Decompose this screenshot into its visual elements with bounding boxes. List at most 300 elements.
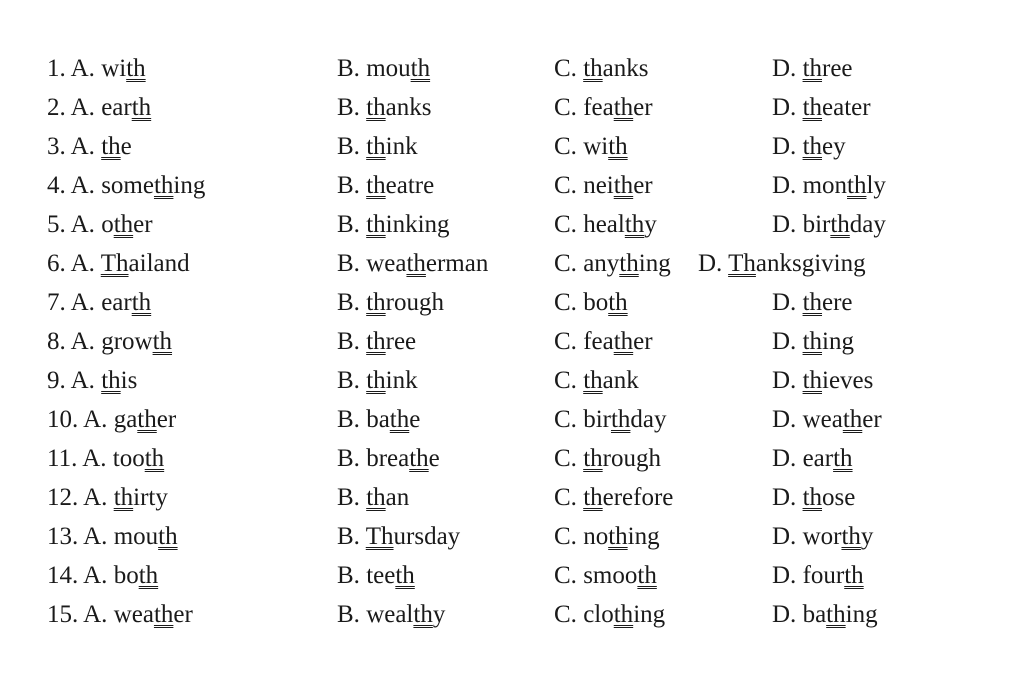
option-letter: B.: [337, 289, 360, 316]
word-part: ba: [366, 406, 390, 433]
option-letter: D.: [772, 367, 797, 394]
option-word: [728, 250, 866, 277]
word-part: ink: [385, 367, 418, 394]
option-letter: A.: [70, 172, 95, 199]
option-word: [803, 562, 864, 589]
word-part: er: [156, 406, 177, 433]
word-part: ree: [385, 328, 417, 355]
underlined-letters: th: [613, 328, 634, 355]
word-part: smoo: [583, 562, 638, 589]
option-word: [583, 406, 666, 433]
option-word: [583, 211, 657, 238]
option-d: [772, 400, 882, 439]
underlined-letters: th: [833, 445, 853, 472]
word-part: er: [633, 172, 653, 199]
option-a: [47, 283, 151, 322]
word-part: ailand: [128, 250, 190, 277]
underlined-letters: th: [610, 406, 631, 433]
underlined-letters: th: [395, 562, 415, 589]
option-letter: B.: [337, 328, 360, 355]
word-part: inking: [385, 211, 450, 238]
word-part: day: [630, 406, 667, 433]
underlined-letters: th: [153, 601, 174, 628]
option-letter: A.: [83, 562, 108, 589]
option-b: [337, 556, 415, 595]
underlined-letters: th: [844, 562, 864, 589]
option-word: [366, 211, 449, 238]
word-part: y: [432, 601, 446, 628]
option-word: [113, 445, 164, 472]
option-c: [554, 283, 628, 322]
option-word: [366, 523, 460, 550]
word-part: er: [173, 601, 193, 628]
underlined-letters: th: [802, 55, 823, 82]
option-word: [583, 367, 639, 394]
underlined-letters: th: [389, 406, 410, 433]
question-row: [0, 244, 1024, 283]
option-d: [772, 361, 873, 400]
option-d: [772, 556, 864, 595]
option-word: [583, 172, 652, 199]
question-row: [0, 322, 1024, 361]
underlined-letters: th: [126, 55, 146, 82]
option-d: [772, 595, 878, 634]
word-part: fea: [583, 328, 614, 355]
word-part: ear: [101, 289, 132, 316]
underlined-letters: th: [131, 289, 152, 316]
option-a: [47, 517, 178, 556]
option-letter: B.: [337, 367, 360, 394]
word-part: ing: [822, 328, 854, 355]
option-c: [554, 205, 657, 244]
word-part: mon: [802, 172, 848, 199]
option-word: [803, 94, 871, 121]
option-word: [114, 484, 168, 511]
word-part: erefore: [602, 484, 674, 511]
underlined-letters: th: [101, 133, 121, 160]
underlined-letters: th: [366, 94, 386, 121]
question-number: 6.: [47, 250, 66, 277]
word-part: anks: [385, 94, 432, 121]
question-row: [0, 166, 1024, 205]
option-letter: A.: [70, 211, 95, 238]
option-letter: D.: [772, 94, 797, 121]
option-letter: D.: [772, 55, 797, 82]
option-a: [47, 322, 172, 361]
option-word: [366, 55, 430, 82]
option-a: [47, 205, 153, 244]
option-d: [772, 166, 886, 205]
option-word: [101, 133, 132, 160]
word-part: bo: [583, 289, 609, 316]
underlined-letters: Th: [365, 523, 394, 550]
option-d: [772, 517, 873, 556]
option-letter: B.: [337, 484, 360, 511]
option-letter: C.: [554, 367, 577, 394]
word-part: erman: [425, 250, 489, 277]
question-number: 5.: [47, 211, 66, 238]
underlined-letters: th: [366, 367, 386, 394]
option-word: [803, 289, 853, 316]
word-part: bo: [113, 562, 139, 589]
option-word: [366, 367, 417, 394]
word-part: too: [112, 445, 145, 472]
option-c: [554, 166, 653, 205]
word-part: an: [385, 484, 410, 511]
underlined-letters: th: [624, 211, 645, 238]
option-c: [554, 322, 653, 361]
option-b: [337, 400, 420, 439]
option-letter: A.: [83, 523, 108, 550]
underlined-letters: th: [144, 445, 165, 472]
question-row: [0, 283, 1024, 322]
option-word: [366, 562, 415, 589]
option-word: [366, 328, 416, 355]
option-c: [554, 595, 665, 634]
underlined-letters: th: [137, 406, 157, 433]
option-word: [583, 601, 665, 628]
underlined-letters: th: [613, 172, 634, 199]
option-c: [554, 400, 667, 439]
option-word: [803, 211, 886, 238]
word-part: nei: [583, 172, 614, 199]
option-word: [101, 94, 151, 121]
word-part: ank: [602, 367, 639, 394]
option-word: [101, 367, 137, 394]
word-part: ey: [822, 133, 846, 160]
question-number: 4.: [47, 172, 66, 199]
underlined-letters: th: [153, 172, 174, 199]
question-row: [0, 127, 1024, 166]
word-part: ree: [822, 55, 853, 82]
option-letter: A.: [70, 328, 95, 355]
underlined-letters: th: [101, 367, 121, 394]
option-word: [114, 406, 176, 433]
word-part: wea: [802, 406, 843, 433]
underlined-letters: th: [138, 562, 159, 589]
option-letter: A.: [70, 289, 95, 316]
question-row: [0, 361, 1024, 400]
word-part: ere: [822, 289, 853, 316]
underlined-letters: th: [842, 406, 863, 433]
word-part: ing: [173, 172, 206, 199]
question-row: [0, 439, 1024, 478]
option-word: [101, 250, 190, 277]
option-a: [47, 244, 190, 283]
underlined-letters: th: [802, 94, 823, 121]
option-a: [47, 49, 146, 88]
underlined-letters: th: [841, 523, 861, 550]
option-b: [337, 49, 430, 88]
underlined-letters: th: [583, 55, 603, 82]
option-b: [337, 322, 416, 361]
option-letter: C.: [554, 289, 577, 316]
option-letter: C.: [554, 211, 577, 238]
underlined-letters: th: [613, 601, 634, 628]
option-letter: D.: [698, 250, 723, 277]
word-part: e: [120, 133, 132, 160]
option-word: [101, 211, 152, 238]
option-letter: C.: [554, 250, 577, 277]
option-word: [114, 601, 193, 628]
option-word: [803, 328, 854, 355]
option-letter: C.: [554, 328, 577, 355]
option-word: [114, 523, 178, 550]
option-c: [554, 49, 648, 88]
option-d: [772, 205, 886, 244]
option-word: [583, 562, 657, 589]
option-d: [698, 244, 866, 283]
option-word: [101, 55, 145, 82]
question-number: 2.: [47, 94, 66, 121]
question-row: [0, 478, 1024, 517]
option-word: [803, 484, 856, 511]
word-part: some: [101, 172, 154, 199]
question-row: [0, 400, 1024, 439]
word-part: fea: [583, 94, 614, 121]
option-letter: C.: [554, 484, 577, 511]
option-word: [366, 445, 440, 472]
underlined-letters: th: [409, 445, 429, 472]
option-letter: C.: [554, 445, 577, 472]
option-a: [47, 400, 176, 439]
option-letter: B.: [337, 562, 360, 589]
underlined-letters: th: [366, 328, 386, 355]
option-word: [366, 94, 431, 121]
option-letter: A.: [82, 445, 107, 472]
option-letter: B.: [337, 55, 360, 82]
word-part: mou: [113, 523, 159, 550]
option-letter: B.: [337, 250, 360, 277]
question-row: [0, 556, 1024, 595]
underlined-letters: th: [113, 484, 134, 511]
option-word: [803, 601, 878, 628]
option-word: [366, 250, 488, 277]
option-letter: C.: [554, 601, 577, 628]
word-part: bir: [583, 406, 611, 433]
underlined-letters: th: [413, 601, 433, 628]
option-letter: B.: [337, 406, 360, 433]
underlined-letters: th: [613, 94, 634, 121]
option-letter: B.: [337, 172, 360, 199]
word-part: is: [120, 367, 138, 394]
underlined-letters: th: [366, 211, 386, 238]
option-letter: A.: [83, 406, 108, 433]
option-letter: C.: [554, 133, 577, 160]
option-a: [47, 595, 193, 634]
question-row: [0, 595, 1024, 634]
option-d: [772, 439, 853, 478]
word-part: e: [428, 445, 440, 472]
underlined-letters: Th: [728, 250, 756, 277]
option-word: [583, 250, 671, 277]
option-letter: C.: [554, 523, 577, 550]
option-a: [47, 127, 132, 166]
underlined-letters: th: [410, 55, 431, 82]
option-word: [803, 172, 886, 199]
option-letter: D.: [772, 562, 797, 589]
option-word: [366, 172, 434, 199]
question-number: 10.: [47, 406, 79, 433]
question-number: 7.: [47, 289, 66, 316]
option-b: [337, 244, 488, 283]
option-letter: A.: [70, 133, 95, 160]
underlined-letters: th: [847, 172, 867, 199]
option-word: [583, 133, 627, 160]
underlined-letters: th: [826, 601, 846, 628]
word-part: rough: [602, 445, 661, 472]
word-part: anks: [602, 55, 649, 82]
option-b: [337, 478, 409, 517]
option-d: [772, 88, 871, 127]
option-a: [47, 556, 158, 595]
question-number: 12.: [47, 484, 79, 511]
word-part: heal: [583, 211, 625, 238]
option-word: [583, 94, 652, 121]
underlined-letters: th: [802, 289, 823, 316]
option-a: [47, 361, 137, 400]
word-part: y: [644, 211, 657, 238]
question-number: 3.: [47, 133, 66, 160]
underlined-letters: th: [802, 367, 823, 394]
question-number: 8.: [47, 328, 66, 355]
option-b: [337, 439, 440, 478]
option-word: [583, 55, 648, 82]
underlined-letters: th: [583, 484, 603, 511]
word-part: wor: [802, 523, 842, 550]
option-d: [772, 49, 853, 88]
option-word: [366, 601, 445, 628]
underlined-letters: th: [619, 250, 639, 277]
underlined-letters: th: [131, 94, 152, 121]
word-part: ear: [802, 445, 834, 472]
option-word: [366, 133, 417, 160]
word-part: any: [583, 250, 620, 277]
word-part: ink: [385, 133, 418, 160]
word-part: grow: [101, 328, 153, 355]
option-d: [772, 283, 853, 322]
option-letter: A.: [70, 250, 95, 277]
option-letter: D.: [772, 445, 797, 472]
underlined-letters: th: [608, 523, 628, 550]
option-letter: A.: [83, 484, 108, 511]
word-part: brea: [366, 445, 410, 472]
word-part: irty: [133, 484, 168, 511]
word-part: wea: [113, 601, 154, 628]
option-a: [47, 88, 151, 127]
option-letter: D.: [772, 484, 797, 511]
option-c: [554, 478, 673, 517]
option-letter: B.: [337, 211, 360, 238]
option-letter: C.: [554, 55, 577, 82]
option-c: [554, 361, 639, 400]
option-letter: B.: [337, 445, 360, 472]
option-c: [554, 244, 671, 283]
option-letter: C.: [554, 406, 577, 433]
word-part: eater: [822, 94, 871, 121]
underlined-letters: th: [802, 328, 823, 355]
question-number: 13.: [47, 523, 79, 550]
option-b: [337, 283, 444, 322]
underlined-letters: th: [366, 133, 386, 160]
option-b: [337, 595, 445, 634]
option-letter: C.: [554, 94, 577, 121]
option-b: [337, 88, 431, 127]
word-part: ba: [802, 601, 827, 628]
word-part: wi: [583, 133, 609, 160]
underlined-letters: th: [366, 289, 386, 316]
word-part: e: [409, 406, 421, 433]
word-part: no: [583, 523, 609, 550]
question-row: [0, 49, 1024, 88]
word-part: wea: [366, 250, 407, 277]
option-a: [47, 439, 164, 478]
option-letter: A.: [70, 94, 95, 121]
word-part: ing: [638, 250, 671, 277]
underlined-letters: th: [158, 523, 178, 550]
option-word: [366, 484, 409, 511]
option-word: [803, 133, 846, 160]
option-letter: A.: [70, 55, 95, 82]
option-letter: D.: [772, 328, 797, 355]
option-word: [803, 367, 874, 394]
word-part: y: [860, 523, 874, 550]
underlined-letters: th: [802, 484, 823, 511]
option-letter: C.: [554, 562, 577, 589]
word-part: er: [862, 406, 882, 433]
question-number: 14.: [47, 562, 79, 589]
question-number: 9.: [47, 367, 66, 394]
option-letter: B.: [337, 523, 360, 550]
word-part: bir: [802, 211, 831, 238]
option-word: [803, 55, 853, 82]
option-word: [583, 445, 661, 472]
word-part: anksgiving: [755, 250, 866, 277]
option-letter: D.: [772, 289, 797, 316]
underlined-letters: th: [830, 211, 850, 238]
question-number: 15.: [47, 601, 79, 628]
option-letter: B.: [337, 601, 360, 628]
word-part: ieves: [822, 367, 874, 394]
underlined-letters: th: [608, 133, 628, 160]
option-letter: D.: [772, 133, 797, 160]
underlined-letters: th: [406, 250, 426, 277]
word-part: er: [633, 328, 653, 355]
question-row: [0, 88, 1024, 127]
word-part: mou: [366, 55, 411, 82]
word-part: day: [849, 211, 886, 238]
option-letter: B.: [337, 94, 360, 121]
word-part: four: [802, 562, 845, 589]
option-a: [47, 478, 168, 517]
option-letter: D.: [772, 172, 797, 199]
option-b: [337, 166, 434, 205]
underlined-letters: th: [366, 484, 386, 511]
option-word: [803, 523, 874, 550]
option-b: [337, 517, 460, 556]
option-letter: D.: [772, 601, 797, 628]
word-part: clo: [583, 601, 614, 628]
option-letter: A.: [83, 601, 108, 628]
option-d: [772, 322, 854, 361]
question-number: 1.: [47, 55, 66, 82]
word-part: er: [133, 211, 153, 238]
option-c: [554, 127, 628, 166]
option-b: [337, 127, 418, 166]
underlined-letters: th: [113, 211, 134, 238]
underlined-letters: th: [152, 328, 173, 355]
option-word: [101, 289, 151, 316]
